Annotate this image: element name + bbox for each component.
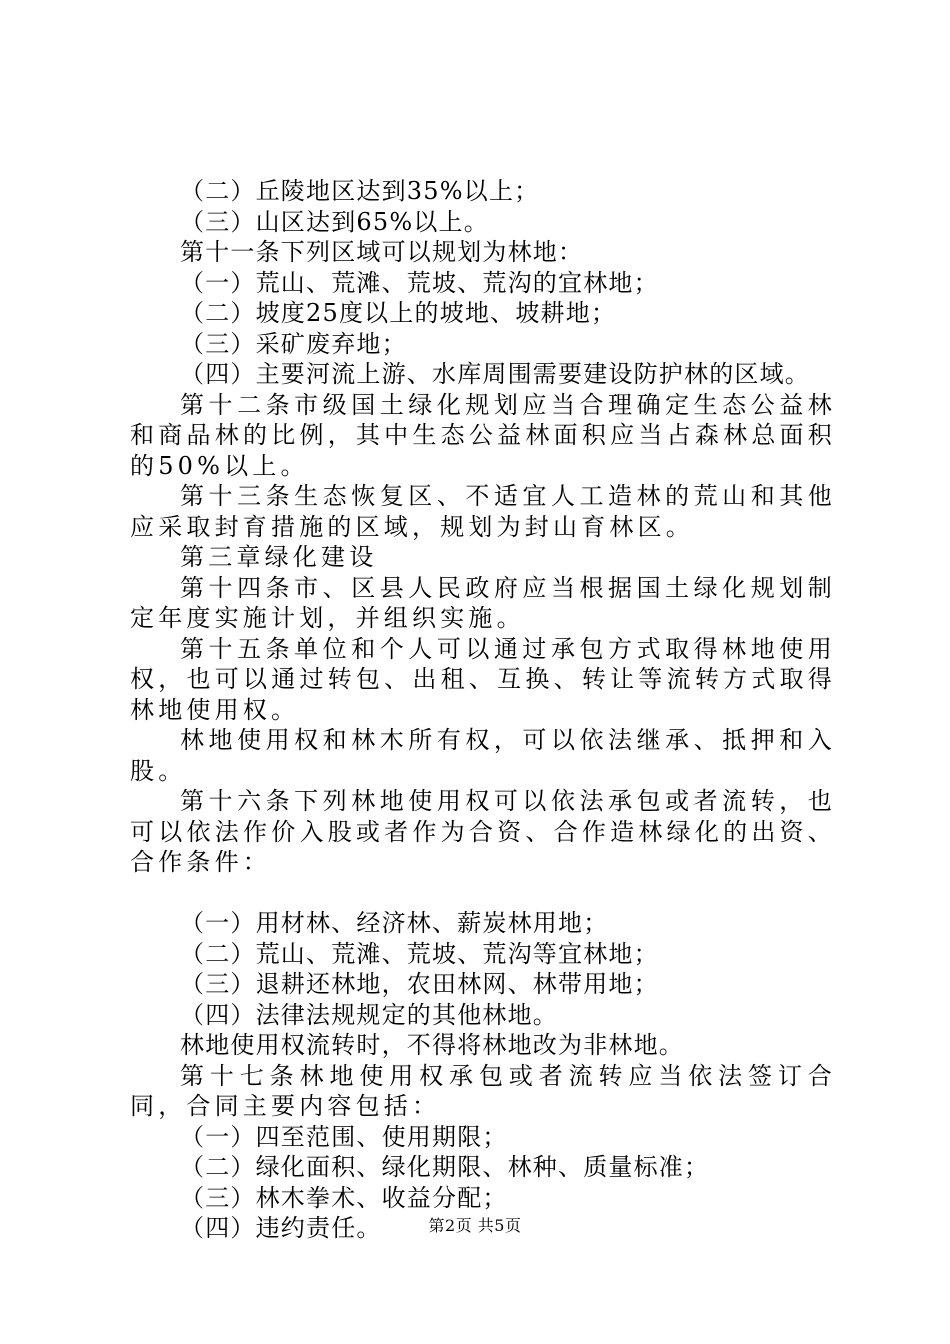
- article-12-paragraph: 第十二条市级国土绿化规划应当合理确定生态公益林和商品林的比例，其中生态公益林面积应当占森林总面积的50%以上。: [130, 390, 836, 480]
- article-15-continuation: 林地使用权和林木所有权，可以依法继承、抵押和入股。: [130, 726, 836, 785]
- document-body: [130, 176, 836, 1244]
- list-item: （四）主要河流上游、水库周围需要建设防护林的区域。: [180, 360, 810, 388]
- page-number-footer: 第2页 共5页: [428, 1216, 522, 1235]
- list-item: （三）退耕还林地，农田林网、林带用地；: [180, 970, 659, 998]
- article-16-paragraph: 第十六条下列林地使用权可以依法承包或者流转，也可以依法作价入股或者作为合资、合作造林绿化的出资、合作条件：: [130, 787, 836, 876]
- blank-line: [130, 878, 836, 909]
- list-item: （三）山区达到65%以上。: [180, 207, 489, 236]
- article-15-paragraph: 第十五条单位和个人可以通过承包方式取得林地使用权，也可以通过转包、出租、互换、转让等流转方式取得林地使用权。: [130, 634, 836, 724]
- list-item: （二）绿化面积、绿化期限、林种、质量标准；: [180, 1153, 710, 1181]
- article-17-paragraph: 第十七条林地使用权承包或者流转应当依法签订合同，合同主要内容包括：: [130, 1061, 836, 1120]
- list-item: （一）四至范围、使用期限；: [180, 1122, 508, 1151]
- list-item: （二）丘陵地区达到35%以上；: [180, 177, 540, 205]
- list-item: （一）荒山、荒滩、荒坡、荒沟的宜林地；: [180, 268, 659, 297]
- article-14-paragraph: 第十四条市、区县人民政府应当根据国土绿化规划制定年度实施计划，并组织实施。: [130, 573, 836, 632]
- list-item: （三）林木拳术、收益分配；: [180, 1183, 508, 1212]
- list-item: （二）坡度25度以上的坡地、坡耕地；: [180, 299, 617, 327]
- article-heading: 第十一条下列区域可以规划为林地：: [180, 238, 584, 266]
- chapter-heading: 第三章绿化建设: [180, 543, 378, 571]
- article-16-continuation: 林地使用权流转时，不得将林地改为非林地。: [180, 1031, 684, 1059]
- list-item: （二）荒山、荒滩、荒坡、荒沟等宜林地；: [180, 939, 659, 968]
- list-item: （一）用材林、经济林、薪炭林用地；: [180, 909, 609, 937]
- list-item: （四）法律法规规定的其他林地。: [180, 1000, 558, 1029]
- article-13-paragraph: 第十三条生态恢复区、不适宜人工造林的荒山和其他应采取封育措施的区域，规划为封山育林区。: [130, 482, 836, 541]
- list-item: （四）违约责任。: [180, 1214, 382, 1242]
- list-item: （三）采矿废弃地；: [180, 329, 407, 358]
